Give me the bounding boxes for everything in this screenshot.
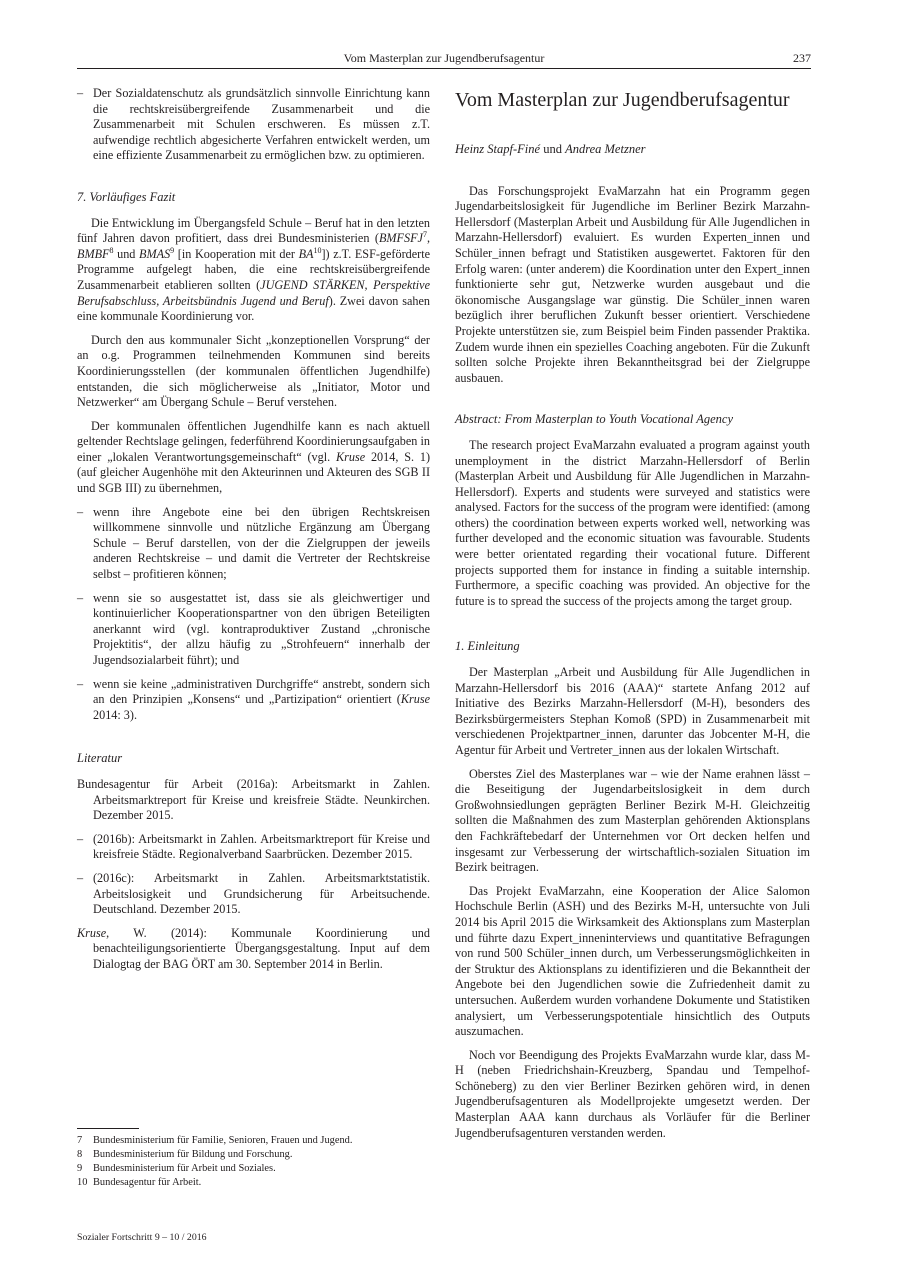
section-heading: 1. Einleitung [455, 639, 520, 654]
left-column [77, 86, 430, 981]
paragraph: Oberstes Ziel des Masterplanes war – wie der Name erahnen lässt – die Beseitigung der Jugendarbeitslosigkeit in dem durch Großwohnsiedlungen geprägten Berliner Bezirk M-H. Gleichzeitig sollten die Maßnahmen des zum Masterplan gehörenden Aktionsplans den Fachkräftebedarf der Unternehmen vor Ort decken helfen und insgesamt zur Verbesserung der wirtschaftlich-sozialen Situation im Bezirk beitragen. [455, 766, 810, 875]
abstract-en: The research project EvaMarzahn evaluated a program against youth unemployment in the district Marzahn-Hellersdorf of Berlin (Masterplan Arbeit und Ausbildung für Alle Jugendlichen in Marzahn-Hellersdorf). Experts and students were surveyed and statistics were analysed. Factors for the success of the program were identified: (among others) the coordination between experts worked well, networking was further developed and the economic situation was favourable. Students were better orientated regarding their vocational future. Different projects supported them for instance in finding a suitable internship. Furthermore, a specific coaching was provided. An objective for the future is to spread the success of the projects among the target group. [455, 437, 811, 608]
abstract-heading: Abstract: From Masterplan to Youth Vocational Agency [455, 412, 733, 427]
article-title: Vom Masterplan zur Jugendberufsagentur [455, 89, 790, 111]
running-head [77, 48, 811, 69]
reference: Kruse, W. (2014): Kommunale Koordinierung und benachteiligungsorientierte Übergangsgestaltung. Input auf dem Dialogtag der BAG ÖRT am 30. September 2014 in Berlin. [77, 925, 430, 971]
paragraph: Die Entwicklung im Übergangsfeld Schule – Beruf hat in den letzten fünf Jahren davon profitiert, dass drei Bundesministerien (BMFSFJ$^7$, BMBF$^8$ und BMAS$^9$ [in Kooperation mit der BA$^{10}$]) z.T. ESF-geförderte Programme aufgelegt haben, die eine rechtskreisübergreifende Zusammenarbeit etablieren sollten (JUGEND STÄRKEN, Perspektive Berufsabschluss, Arbeitsbündnis Jugend und Beruf). Zwei davon sahen eine kommunale Koordinierung vor. [77, 215, 430, 324]
authors: Heinz Stapf-Finé und Andrea Metzner [455, 142, 646, 156]
list-item: – wenn sie so ausgestattet ist, dass sie als gleichwertiger und kontinuierlicher Kooperationspartner von den übrigen Beteiligten anerkannt wird (vgl. kontraproduktiver Zustand „chronische Projektitis“, der allzu häufig zu „Strohfeuern“ innerhalb der Jugendsozialarbeit führt); und [77, 591, 430, 669]
paragraph: Durch den aus kommunaler Sicht „konzeptionellen Vorsprung“ der an o.g. Programmen teilnehmenden Kommunen sind bereits Koordinierungsstellen (der kommunalen öffentlichen Jugendhilfe) entstanden, die sich möglicherweise als „Initiator, Motor und Netzwerker“ am Übergang Schule – Beruf verstehen. [77, 332, 430, 410]
paragraph: Der kommunalen öffentlichen Jugendhilfe kann es nach aktuell geltender Rechtslage gelingen, federführend Koordinierungsaufgaben in einer „lokalen Verantwortungsgemeinschaft“ (vgl. Kruse 2014, S. 1) (auf gleicher Augenhöhe mit den Akteurinnen und Akteuren des SGB II und SGB III) zu übernehmen, [77, 418, 430, 496]
list-item: – wenn ihre Angebote eine bei den übrigen Rechtskreisen willkommene sinnvolle und nützliche Ergänzung am Übergang Schule – Beruf darstellen, von der die Zielgruppen der jeweils anderen Rechtskreise – und damit die Vertreter der Rechtskreise selbst – profitieren können; [77, 505, 430, 583]
footnote-rule [77, 1128, 139, 1129]
reference: – (2016b): Arbeitsmarkt in Zahlen. Arbeitsmarktreport für Kreise und kreisfreie Städte. Regionalverband Saarbrücken. Dezember 2015. [77, 832, 430, 863]
paragraph: Noch vor Beendigung des Projekts EvaMarzahn wurde klar, dass M-H (neben Friedrichshain-Kreuzberg, Spandau und Tempelhof-Schöneberg) zu den vier Berliner Bezirken gehören wird, in denen Jugendberufsagenturen als Modellprojekte umgesetzt werden. Der Masterplan AAA kann durchaus als Vorläufer für die Berliner Jugendberufsagenturen verstanden werden. [455, 1047, 810, 1140]
running-title: Vom Masterplan zur Jugendberufsagentur [343, 51, 545, 65]
footnote: 8 Bundesministerium für Bildung und Forschung. [77, 1149, 293, 1160]
footnotes [77, 1128, 430, 1190]
paragraph: Der Masterplan „Arbeit und Ausbildung für Alle Jugendlichen in Marzahn-Hellersdorf bis 2016 (AAA)“ startete Anfang 2012 auf Initiative des Bezirks Marzahn-Hellersdorf (M-H), besonders des Bezirksbürgermeisters Stephan Komoß (SPD) in Zusammenarbeit mit verschiedenen Projektpartner_innen, darunter das Jobcenter M-H, die Agentur für Arbeit und Vertreter_innen aus der lokalen Wirtschaft. [455, 665, 810, 757]
section-heading: 7. Vorläufiges Fazit [77, 189, 176, 204]
reference: Bundesagentur für Arbeit (2016a): Arbeitsmarkt in Zahlen. Arbeitsmarktreport für Kreise und kreisfreie Städte. Neunkirchen. Dezember 2015. [77, 776, 430, 823]
paragraph: Das Projekt EvaMarzahn, eine Kooperation der Alice Salomon Hochschule Berlin (ASH) und des Bezirks M-H, untersuchte von Juli 2014 bis April 2015 die Wirksamkeit des Aktionsplans zum Masterplan und führte dazu Expert_inneninterviews und quantitative Befragungen von rund 500 Schüler_innen durch, um Verbesserungsmöglichkeiten in der Struktur des Aktionsplans zu identifizieren und die Bekanntheit der Angebote bei den Jugendlichen sowie die Zufriedenheit damit zu untersuchen. Außerdem wurden vorhandene Dokumente und Statistiken analysiert, um Verbesserungspotentiale hinsichtlich des Outputs auszumachen. [455, 883, 810, 1039]
list-item: – wenn sie keine „administrativen Durchgriffe“ anstrebt, sondern sich an den Prinzipien „Konsens“ und „Partizipation“ orientiert (Kruse 2014: 3). [77, 677, 430, 724]
footnote: 10 Bundesagentur für Arbeit. [77, 1177, 202, 1188]
right-column [455, 86, 810, 1149]
footnote: 9 Bundesministerium für Arbeit und Soziales. [77, 1163, 276, 1174]
literature-heading: Literatur [77, 751, 123, 766]
summary-de: Das Forschungsprojekt EvaMarzahn hat ein Programm gegen Jugendarbeitslosigkeit für Jugendliche im Berliner Bezirk Marzahn-Hellersdorf (Masterplan Arbeit und Ausbildung für Alle Jugendlichen in Marzahn-Hellersdorf) evaluiert. Es wurden Experten_innen und Schüler_innen befragt und Statistiken ausgewertet. Faktoren für den Erfolg waren: (unter anderem) die Koordination unter den Expert_innen funktionierte sehr gut, Netzwerke wurden ausgebaut und die ökonomische Ausgangslage war günstig. Die Schüler_innen waren bezüglich ihrer beruflichen Zukunft besser orientiert. Verschiedene Projekte unterstützen sie, zum Beispiel beim Finden passender Praktika. Zudem wurde ihnen ein spezielles Coaching angeboten. Für die Zukunft sollten solche Projekte ihren Bekanntheitsgrad bei der Zielgruppe ausbauen. [455, 183, 810, 385]
journal-footer: Sozialer Fortschritt 9 – 10 / 2016 [77, 1232, 207, 1243]
list-item: – Der Sozialdatenschutz als grundsätzlich sinnvolle Einrichtung kann die rechtskreisübergreifende Zusammenarbeit und die Zusammenarbeit mit Schulen erschweren. Es müssen z.T. aufwendige rechtlich abgesicherte Verfahren entwickelt werden, um eine effiziente Zusammenarbeit zu ermöglichen bzw. zu optimieren. [77, 86, 430, 164]
footnote: 7 Bundesministerium für Familie, Senioren, Frauen und Jugend. [77, 1135, 353, 1146]
page-number: 237 [793, 51, 811, 65]
reference: – (2016c): Arbeitsmarkt in Zahlen. Arbeitsmarktstatistik. Arbeitslosigkeit und Grundsicherung für Arbeitsuchende. Deutschland. Dezember 2015. [77, 871, 430, 918]
